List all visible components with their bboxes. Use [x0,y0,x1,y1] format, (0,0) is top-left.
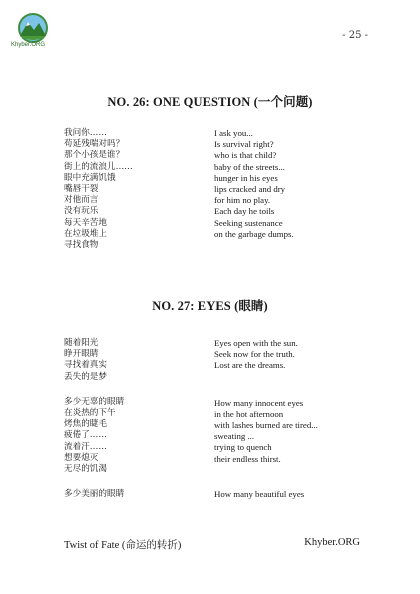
text-line: 疲倦了…… [64,430,107,441]
text-line: Seek now for the truth. [214,349,295,360]
text-line: 睁开眼睛 [64,349,99,360]
text-line: Eyes open with the sun. [214,338,298,348]
english-text-column [214,128,294,251]
text-line: 没有玩乐 [64,206,99,217]
text-line: 苟延残喘对吗？ [64,139,125,150]
text-line: in the hot afternoon [214,408,284,419]
chinese-text-column [64,128,133,262]
text-line: 嘴唇干裂 [64,184,99,195]
footer-site-name: Khyber.ORG [304,537,360,548]
text-line: on the garbage dumps. [214,228,294,239]
text-line: lips cracked and dry [214,184,286,195]
page-number: - 25 - [342,30,368,41]
text-line: 在炎热的下午 [64,408,116,419]
text-line: How many innocent eyes [214,397,304,408]
text-line: for him no play. [214,195,271,206]
stanza [64,489,124,500]
stanza [214,398,318,465]
text-line: their endless thirst. [214,453,281,464]
text-line: who is that child? [214,150,277,161]
text-line: 无尽的饥渴 [64,464,107,475]
text-line: trying to quench [214,442,272,453]
text-line: 那个小孩是谁？ [64,150,125,161]
text-line: 街上的流浪儿…… [64,161,133,172]
chinese-text-column [64,338,124,511]
stanza [64,338,124,383]
text-line: Lost are the dreams. [214,360,286,371]
text-line: with lashes burned are tired... [214,420,318,431]
stanza [214,489,318,500]
poem-title: NO. 26: ONE QUESTION (一个问题) [107,95,313,109]
stanza [64,128,133,251]
text-line: Is survival right? [214,139,274,150]
text-line: sweating ... [214,431,255,442]
poem-title: NO. 27: EYES (眼睛) [152,299,268,313]
text-line: 丢失的是梦 [64,371,107,382]
text-line: How many beautiful eyes [214,488,305,499]
text-line: I ask you... [214,128,253,138]
text-line: 眼中充满饥饿 [64,172,116,183]
text-line: 寻找着真实 [64,360,107,371]
text-line: 对他而言 [64,195,99,206]
text-line: 烤焦的睫毛 [64,419,107,430]
text-line: hunger in his eyes [214,172,278,183]
stanza [214,128,294,240]
logo-text: Khyber.ORG [11,42,46,48]
text-line: Seeking sustenance [214,217,283,228]
text-line: 多少无辜的眼睛 [64,396,125,407]
text-line: 在垃圾堆上 [64,228,107,239]
text-line: baby of the streets... [214,161,285,172]
english-text-column [214,338,318,511]
text-line: 随着阳光 [64,338,99,348]
stanza [64,397,124,475]
text-line: Each day he toils [214,206,275,217]
text-line: 流着汗…… [64,441,107,452]
text-line: 想要熄灭 [64,452,99,463]
text-line: 多少美丽的眼睛 [64,489,125,500]
footer-book-title: Twist of Fate (命运的转折) [64,540,182,551]
stanza [214,338,318,372]
text-line: 我问你…… [64,128,107,138]
text-line: 每天辛苦地 [64,217,107,228]
text-line: 寻找食物 [64,240,99,251]
